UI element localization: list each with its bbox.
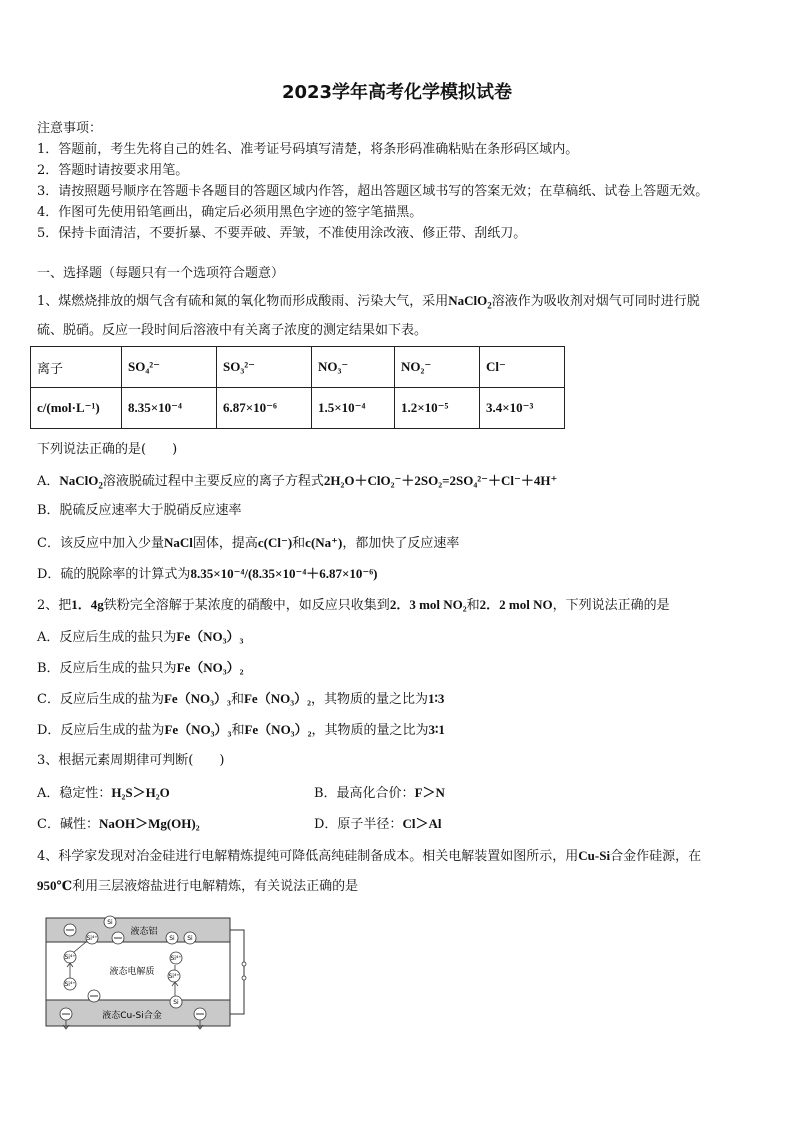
page-title: 2023学年高考化学模拟试卷 — [281, 82, 513, 103]
q1-option-c — [37, 534, 459, 553]
q2-d-c: 和 — [231, 723, 245, 738]
table-cell: 8.35×10⁻⁴ — [122, 388, 217, 429]
q2-option-c — [37, 690, 444, 709]
si-ion-label: Si⁴⁺ — [170, 955, 182, 962]
q2-stem-c: 和 — [466, 598, 480, 613]
q1-stem-line2: 硫、脱硝。反应一段时间后溶液中有关离子浓度的测定结果如下表。 — [37, 323, 428, 338]
q1-stem-line1 — [37, 292, 700, 315]
q3-a-b: H₂S＞H₂O — [111, 785, 170, 800]
q2-stem — [37, 596, 670, 615]
section-heading: 一、选择题（每题只有一个选项符合题意） — [37, 266, 285, 281]
si-atom-label: Si — [107, 919, 113, 926]
ion-concentration-table — [30, 346, 565, 429]
q4-stem-a: 4、科学家发现对冶金硅进行电解精炼提纯可降低高纯硅制备成本。相关电解装置如图所示，用 — [37, 849, 579, 864]
q1-d-b: 8.35×10⁻⁴/(8.35×10⁻⁴＋6.87×10⁻⁶) — [190, 566, 378, 581]
q2-no: 2．2 mol NO — [479, 597, 553, 612]
q2-c-c: 和 — [230, 692, 244, 707]
q2-option-d — [37, 721, 445, 740]
q1-c-a: C．该反应中加入少量 — [37, 536, 164, 551]
table-cell: 6.87×10⁻⁶ — [217, 388, 312, 429]
table-row — [31, 347, 565, 388]
q4-stem-line2 — [37, 877, 358, 896]
q1-d-a: D．硫的脱除率的计算式为 — [37, 567, 191, 582]
q1-stem-a: 1、煤燃烧排放的烟气含有硫和氮的氧化物而形成酸雨、污染大气，采用 — [37, 294, 449, 309]
table-cell: NO₂⁻ — [395, 347, 480, 388]
q2-option-b — [37, 659, 244, 678]
q1-c-g: ，都加快了反应速率 — [342, 536, 460, 551]
q3-c-b: NaOH＞Mg(OH)₂ — [98, 816, 200, 831]
table-cell: SO₃²⁻ — [217, 347, 312, 388]
q4-temp: 950℃ — [37, 878, 73, 893]
q2-a-b: Fe（NO₃）₃ — [176, 629, 244, 644]
q2-c-f: 1∶3 — [428, 691, 445, 706]
q2-c-a: C．反应后生成的盐为 — [37, 692, 164, 707]
notice-item-5: 5．保持卡面清洁，不要折暴、不要弄破、弄皱，不准使用涂改液、修正带、刮纸刀。 — [37, 226, 527, 241]
q1-stem-b: 溶液作为吸收剂对烟气可同时进行脱 — [491, 294, 700, 309]
q2-b-b: Fe（NO₃）₂ — [176, 660, 244, 675]
q4-stem-c: 利用三层液熔盐进行电解精炼，有关说法正确的是 — [72, 879, 359, 894]
notice-item-4: 4．作图可先使用铅笔画出，确定后必须用黑色字迹的签字笔描黑。 — [37, 205, 423, 220]
q2-c-b: Fe（NO₃）₃ — [163, 691, 231, 706]
q1-option-a — [37, 472, 557, 495]
si-atom-label: Si — [187, 935, 193, 942]
q2-d-a: D．反应后生成的盐为 — [37, 723, 165, 738]
q2-mass: 1．4g — [71, 597, 104, 612]
q1-option-b: B．脱硫反应速率大于脱硝反应速率 — [37, 503, 242, 518]
si-ion-label: Si⁴⁺ — [64, 981, 76, 988]
electrolysis-cell-figure — [44, 912, 254, 1030]
q3-b-b: F＞N — [414, 785, 445, 800]
q2-d-d: Fe（NO₃）₂ — [244, 722, 312, 737]
q1-c-d: c(Cl⁻) — [257, 535, 293, 550]
q2-d-f: 3∶1 — [428, 722, 445, 737]
q3-option-d — [314, 815, 441, 834]
notice-item-2: 2．答题时请按要求用笔。 — [37, 163, 189, 178]
notice-item-3: 3．请按照题号顺序在答题卡各题目的答题区域内作答，超出答题区域书写的答案无效；在草稿纸、试卷上答题无效。 — [37, 184, 709, 199]
q3-option-a — [37, 784, 170, 803]
si-atom-label: Si — [173, 999, 179, 1006]
q2-option-a — [37, 628, 243, 647]
q3-d-b: Cl＞Al — [402, 816, 442, 831]
q4-alloy: Cu-Si — [578, 848, 611, 863]
table-cell: c/(mol·L⁻¹) — [31, 388, 122, 429]
q3-a-a: A．稳定性： — [37, 786, 112, 801]
table-cell: 3.4×10⁻³ — [480, 388, 565, 429]
table-cell: NO₃⁻ — [312, 347, 395, 388]
q2-stem-b: 铁粉完全溶解于某浓度的硝酸中，如反应只收集到 — [103, 598, 390, 613]
q1-reagent-sub: 2 — [487, 300, 492, 311]
table-cell: 1.2×10⁻⁵ — [395, 388, 480, 429]
q1-option-d — [37, 565, 377, 584]
q1-reagent: NaClO — [448, 293, 488, 308]
q1-c-c: 固体，提高 — [192, 536, 258, 551]
q1-a-equation: 2H₂O＋ClO₂⁻＋2SO₂=2SO₄²⁻＋Cl⁻＋4H⁺ — [323, 473, 558, 488]
bottom-layer-label: 液态Cu-Si合金 — [102, 1011, 162, 1021]
q3-d-a: D．原子半径： — [314, 817, 403, 832]
q2-a-a: A．反应后生成的盐只为 — [37, 630, 177, 645]
external-circuit-wire — [230, 930, 244, 1014]
table-cell: Cl⁻ — [480, 347, 565, 388]
option-letter: A． — [37, 474, 60, 489]
q3-option-b — [314, 784, 445, 803]
q2-b-a: B．反应后生成的盐只为 — [37, 661, 177, 676]
q1-c-e: 和 — [292, 536, 306, 551]
q1-question: 下列说法正确的是( ) — [37, 442, 178, 457]
q2-c-e: ，其物质的量之比为 — [311, 692, 429, 707]
q1-c-b: NaCl — [163, 535, 193, 550]
q2-no2: 2．3 mol NO₂ — [389, 597, 467, 612]
si-ion-label: Si⁴⁺ — [168, 973, 180, 980]
middle-layer-label: 液态电解质 — [109, 967, 155, 977]
notice-item-1: 1．答题前，考生先将自己的姓名、准考证号码填写清楚，将条形码准确粘贴在条形码区域内。 — [37, 142, 579, 157]
q3-stem: 3、根据元素周期律可判断( ) — [37, 753, 225, 768]
q4-stem-b: 合金作硅源，在 — [610, 849, 702, 864]
q3-option-c — [37, 815, 200, 834]
q1-a-reagent-sub: 2 — [98, 480, 103, 491]
q4-stem-line1 — [37, 847, 701, 866]
table-cell: SO₄²⁻ — [122, 347, 217, 388]
q1-c-f: c(Na⁺) — [305, 535, 343, 550]
terminal-dot — [242, 976, 246, 980]
si-ion-label: Si⁴⁺ — [86, 935, 98, 942]
q1-a-reagent: NaClO — [59, 473, 99, 488]
si-ion-label: Si⁴⁺ — [64, 954, 76, 961]
q2-d-e: ，其物质的量之比为 — [311, 723, 429, 738]
top-layer-label: 液态铝 — [130, 927, 158, 937]
q1-a-text: 溶液脱硫过程中主要反应的离子方程式 — [102, 474, 324, 489]
si-atom-label: Si — [169, 935, 175, 942]
q3-b-a: B．最高化合价： — [314, 786, 415, 801]
table-cell: 离子 — [31, 347, 122, 388]
table-row — [31, 388, 565, 429]
q2-stem-d: ，下列说法正确的是 — [552, 598, 670, 613]
q3-c-a: C．碱性： — [37, 817, 99, 832]
q2-c-d: Fe（NO₃）₂ — [243, 691, 311, 706]
q2-stem-a: 2、把 — [37, 598, 72, 613]
terminal-dot — [242, 962, 246, 966]
table-cell: 1.5×10⁻⁴ — [312, 388, 395, 429]
notice-heading: 注意事项： — [37, 121, 103, 136]
q2-d-b: Fe（NO₃）₃ — [164, 722, 232, 737]
